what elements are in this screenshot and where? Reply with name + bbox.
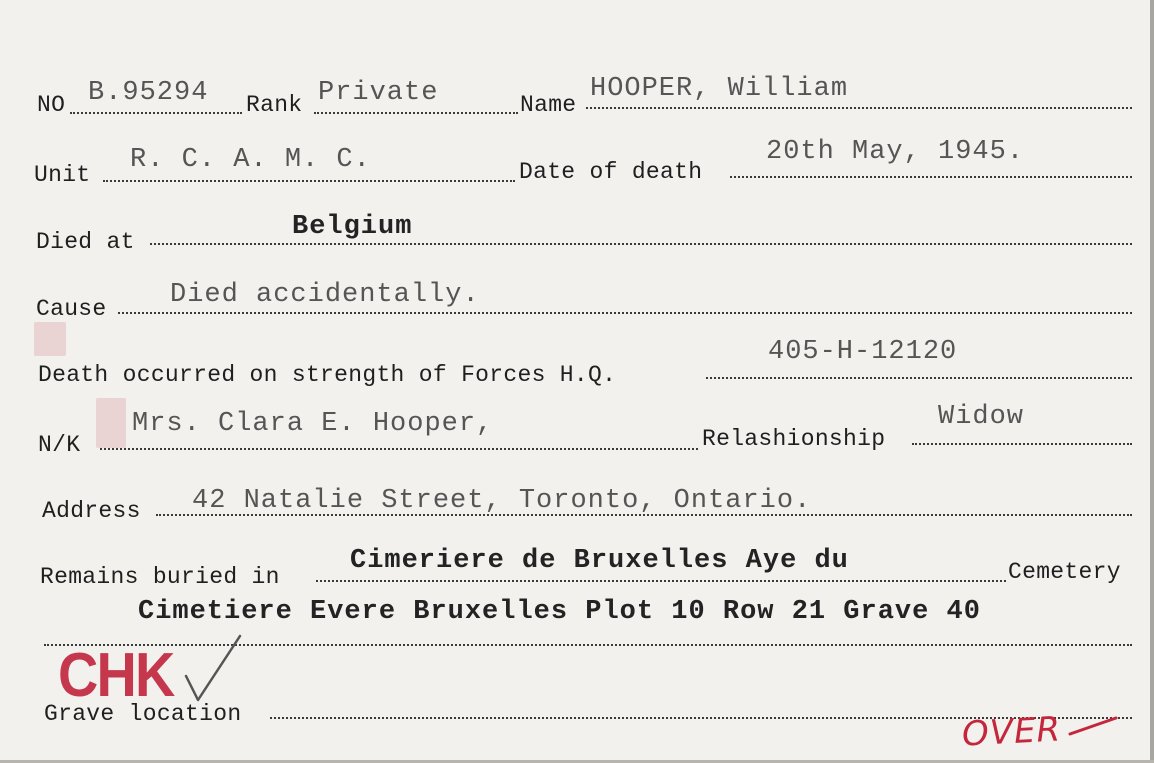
red-smudge [96,398,126,448]
rank-value: Private [318,78,439,108]
relationship-value: Widow [938,402,1025,432]
died-at-label: Died at [36,229,135,255]
cemetery-label: Cemetery [1008,559,1121,585]
died-at-value: Belgium [292,212,413,242]
address-value: 42 Natalie Street, Toronto, Ontario. [192,486,812,516]
rank-label: Rank [246,92,303,118]
no-label: NO [37,92,66,118]
death-occurred-label: Death occurred on strength of Forces H.Q. [38,362,617,388]
relationship-dotted-line [912,443,1132,445]
cemetery-line1-value: Cimeriere de Bruxelles Aye du [350,546,849,576]
red-smudge [34,322,66,356]
grave-location-label: Grave location [44,701,242,727]
nk-label: N/K [38,432,81,458]
cause-value: Died accidentally. [170,280,480,310]
forces-hq-dotted-line [706,377,1132,379]
rank-dotted-line [314,112,518,114]
cause-dotted-line [118,312,1132,314]
name-dotted-line [586,107,1132,109]
card-edge-right [1150,0,1154,763]
unit-dotted-line [103,180,515,182]
relationship-label: Relashionship [702,426,886,452]
nk-dotted-line [100,448,698,450]
date-of-death-dotted-line [730,176,1132,178]
cause-label: Cause [36,296,107,322]
remains-buried-label: Remains buried in [40,564,280,590]
remains-dotted-line [316,580,1006,582]
date-of-death-label: Date of death [519,159,703,185]
date-of-death-value: 20th May, 1945. [766,137,1025,167]
name-label: Name [520,92,577,118]
chk-stamp: CHK [58,641,174,710]
forces-hq-value: 405-H-12120 [768,337,958,367]
checkmark-icon [180,630,250,710]
address-label: Address [42,498,141,524]
unit-value: R. C. A. M. C. [130,145,371,175]
over-arrow-stroke [1066,712,1120,742]
unit-label: Unit [34,162,91,188]
cemetery-line2-value: Cimetiere Evere Bruxelles Plot 10 Row 21 Grave 40 [138,597,981,627]
next-of-kin-value: Mrs. Clara E. Hooper, [132,409,494,439]
died-at-dotted-line [150,243,1132,245]
no-dotted-line [70,112,242,114]
name-value: HOOPER, William [590,74,849,104]
over-annotation: OVER [961,709,1063,755]
service-number-value: B.95294 [88,78,209,108]
